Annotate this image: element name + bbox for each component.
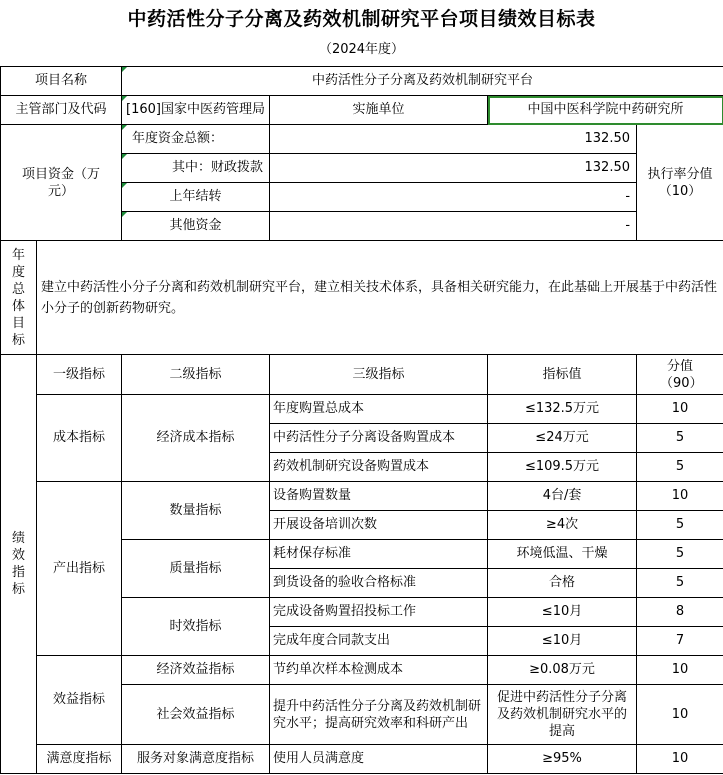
funds-label	[1, 125, 122, 241]
fiscal-funds-label[interactable]: 其中：财政拨款	[122, 154, 270, 183]
indicator-value[interactable]: ≤24万元	[488, 424, 637, 453]
l2-quality: 质量指标	[122, 540, 270, 598]
indicator-name[interactable]: 设备购置数量	[270, 482, 488, 511]
other-funds-value[interactable]: -	[270, 212, 637, 241]
indicator-name[interactable]: 完成年度合同款支出	[270, 627, 488, 656]
exec-rate-label	[637, 125, 723, 241]
indicator-name[interactable]: 到货设备的验收合格标准	[270, 569, 488, 598]
l1-benefit: 效益指标	[37, 656, 122, 745]
indicator-score[interactable]: 5	[637, 540, 723, 569]
indicator-value[interactable]: ≤132.5万元	[488, 395, 637, 424]
l2-service-satisfaction: 服务对象满意度指标	[122, 745, 270, 774]
l1-cost: 成本指标	[37, 395, 122, 482]
total-funds-value[interactable]: 132.50	[270, 125, 637, 154]
other-funds-label[interactable]: 其他资金	[122, 212, 270, 241]
indicator-name[interactable]: 完成设备购置招投标工作	[270, 598, 488, 627]
indicator-name[interactable]: 中药活性分子分离设备购置成本	[270, 424, 488, 453]
indicator-value[interactable]: ≤10月	[488, 598, 637, 627]
header-value: 指标值	[488, 355, 637, 395]
performance-table	[0, 66, 723, 774]
project-name-label: 项目名称	[1, 67, 122, 96]
header-level2: 二级指标	[122, 355, 270, 395]
project-name-value[interactable]: 中药活性分子分离及药效机制研究平台	[122, 67, 723, 96]
impl-unit-value[interactable]: 中国中医科学院中药研究所	[488, 96, 723, 125]
l1-output: 产出指标	[37, 482, 122, 656]
indicator-value[interactable]: ≥4次	[488, 511, 637, 540]
l2-quantity: 数量指标	[122, 482, 270, 540]
indicator-score[interactable]: 10	[637, 656, 723, 685]
indicator-value[interactable]: 4台/套	[488, 482, 637, 511]
indicator-value[interactable]: ≤10月	[488, 627, 637, 656]
indicator-name[interactable]: 年度购置总成本	[270, 395, 488, 424]
indicator-value[interactable]: ≤109.5万元	[488, 453, 637, 482]
indicator-value[interactable]: 环境低温、干燥	[488, 540, 637, 569]
indicator-score[interactable]: 10	[637, 482, 723, 511]
carryover-value[interactable]: -	[270, 183, 637, 212]
l2-economic-benefit: 经济效益指标	[122, 656, 270, 685]
indicator-score[interactable]: 5	[637, 424, 723, 453]
indicator-name[interactable]: 开展设备培训次数	[270, 511, 488, 540]
annual-goal-label	[1, 241, 37, 355]
page-title: 中药活性分子分离及药效机制研究平台项目绩效目标表	[127, 8, 596, 30]
carryover-label[interactable]: 上年结转	[122, 183, 270, 212]
indicator-score[interactable]: 5	[637, 453, 723, 482]
perf-indicators-label	[1, 355, 37, 774]
l2-timeliness: 时效指标	[122, 598, 270, 656]
exec-rate-text: 执行率分值（10）	[647, 166, 713, 199]
indicator-score[interactable]: 10	[637, 685, 723, 745]
impl-unit-label: 实施单位	[270, 96, 488, 125]
dept-label: 主管部门及代码	[1, 96, 122, 125]
annual-goal-label-text: 年度总体目标	[11, 247, 25, 348]
header-score-text: 分值（90）	[660, 358, 703, 391]
indicator-score[interactable]: 7	[637, 627, 723, 656]
indicator-score[interactable]: 10	[637, 395, 723, 424]
indicator-score[interactable]: 5	[637, 511, 723, 540]
indicator-value[interactable]: 合格	[488, 569, 637, 598]
header-score	[637, 355, 723, 395]
annual-goal-text[interactable]: 建立中药活性小分子分离和药效机制研究平台，建立相关技术体系，具备相关研究能力，在此基础上开展基于中药活性小分子的创新药物研究。	[37, 241, 723, 355]
indicator-score[interactable]: 10	[637, 745, 723, 774]
fiscal-funds-value[interactable]: 132.50	[270, 154, 637, 183]
l2-economic-cost: 经济成本指标	[122, 395, 270, 482]
indicator-score[interactable]: 8	[637, 598, 723, 627]
indicator-score[interactable]: 5	[637, 569, 723, 598]
indicator-value[interactable]: 促进中药活性分子分离及药效机制研究水平的提高	[488, 685, 637, 745]
indicator-name[interactable]: 节约单次样本检测成本	[270, 656, 488, 685]
indicator-name[interactable]: 使用人员满意度	[270, 745, 488, 774]
l1-satisfaction: 满意度指标	[37, 745, 122, 774]
dept-value[interactable]: [160]国家中医药管理局	[122, 96, 270, 125]
total-funds-label[interactable]: 年度资金总额：	[122, 125, 270, 154]
indicator-name[interactable]: 提升中药活性分子分离及药效机制研究水平；提高研究效率和科研产出	[270, 685, 488, 745]
indicator-name[interactable]: 药效机制研究设备购置成本	[270, 453, 488, 482]
indicator-value[interactable]: ≥0.08万元	[488, 656, 637, 685]
perf-indicators-label-text: 绩效指标	[11, 531, 25, 597]
header-level1: 一级指标	[37, 355, 122, 395]
indicator-name[interactable]: 耗材保存标准	[270, 540, 488, 569]
header-level3: 三级指标	[270, 355, 488, 395]
page-subtitle-year: （2024年度）	[318, 42, 405, 57]
indicator-value[interactable]: ≥95%	[488, 745, 637, 774]
funds-label-text: 项目资金（万元）	[21, 166, 100, 199]
l2-social-benefit: 社会效益指标	[122, 685, 270, 745]
